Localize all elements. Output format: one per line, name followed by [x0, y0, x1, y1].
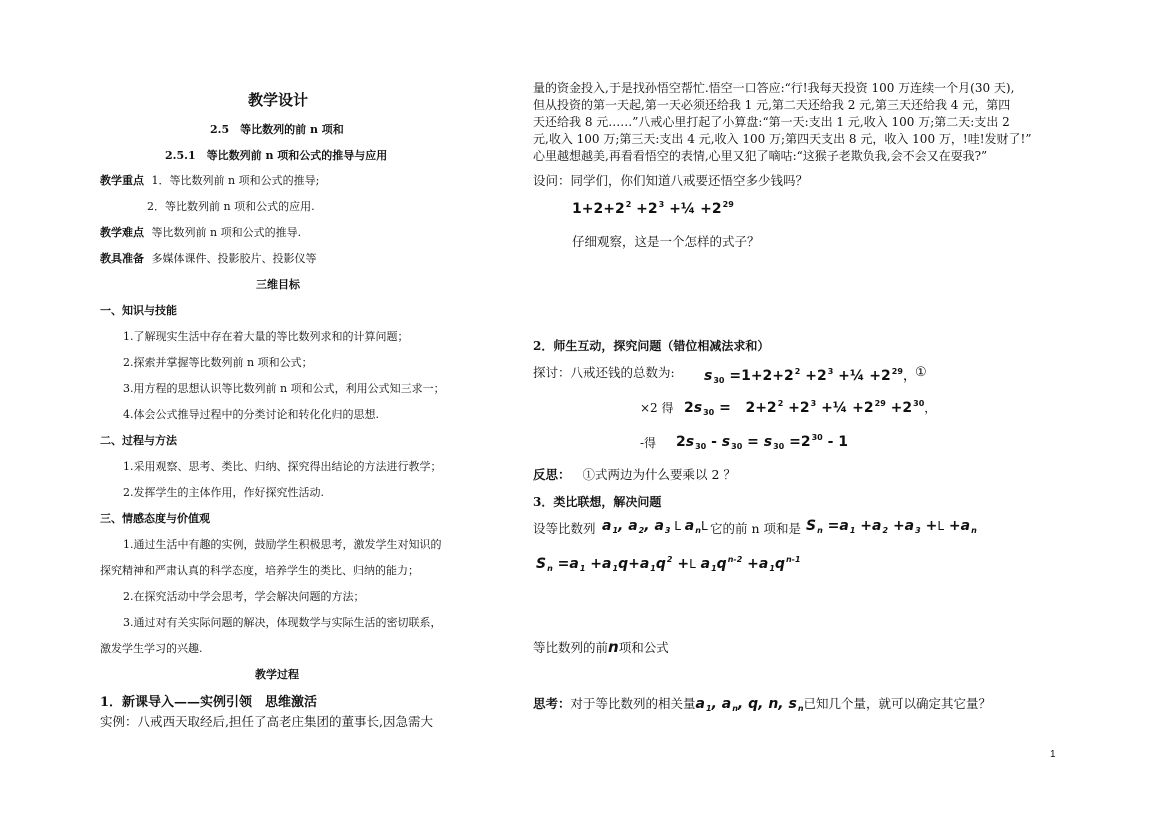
think-text-b: 已知几个量，就可以确定其它量？ — [803, 696, 992, 711]
formula-title — [533, 639, 669, 656]
equation-1-marker: ① — [915, 365, 927, 380]
process-title: 教学过程 — [255, 668, 299, 681]
think-text-a: 对于等比数列的相关量 — [570, 696, 696, 711]
reflection-text: ①式两边为什么要乘以 2 ？ — [582, 467, 736, 482]
teaching-difficulty — [100, 224, 301, 240]
assume-label: 设等比数列 — [533, 521, 596, 536]
goal-section-2: 二、过程与方法 — [100, 434, 177, 447]
goal-section-3: 三、情感态度与价值观 — [100, 512, 210, 525]
think-label: 思考： — [533, 696, 571, 711]
goal-1-2: 2.探索并掌握等比数列前 n 项和公式； — [123, 356, 313, 369]
formula-title-n: n — [608, 638, 619, 656]
step-3-heading: 3．类比联想，解决问题 — [533, 495, 662, 509]
goal-1-4: 4.体会公式推导过程中的分类讨论和转化化归的思想. — [123, 408, 379, 421]
difficulty-label: 教学难点 — [100, 226, 144, 239]
tools-text: 多媒体课件、投影胶片、投影仪等 — [151, 252, 317, 265]
sum-label: 它的前 n 项和是 — [710, 521, 801, 536]
goal-3-2: 2.在探究活动中学会思考，学会解决问题的方法； — [123, 590, 365, 603]
question-text: 设问：同学们，你们知道八戒要还悟空多少钱吗？ — [533, 173, 809, 188]
difficulty-text: 等比数列前 n 项和公式的推导. — [151, 226, 302, 239]
formula-title-a: 等比数列的前 — [533, 640, 609, 655]
goal-1-1: 1.了解现实生活中存在着大量的等比数列求和的计算问题； — [123, 330, 409, 343]
reflection — [533, 466, 736, 483]
teaching-key-text: 1．等比数列前 n 项和公式的推导; — [151, 174, 320, 187]
goal-2-1: 1.采用观察、思考、类比、归纳、探究得出结论的方法进行教学； — [123, 460, 442, 473]
sum-expansion: $S_n =a_1 +a_1q+a_1q^2 +L$ $a_1q^{n-2} +a_1q^{n-1}$ — [536, 555, 801, 573]
think-question — [533, 695, 991, 717]
series-formula: $1+2+2^2 +2^3$ +¼ $+2^{29}$ — [572, 200, 734, 217]
goal-3-1b: 探究精神和严肃认真的科学态度，培养学生的类比、归纳的能力； — [100, 564, 419, 577]
equation-3: $2s_{30} - s_{30} = s_{30} =2^{30} - 1$ — [676, 433, 849, 451]
step-1-heading: 1．新课导入——实例引领 思维激活 — [100, 695, 318, 710]
goal-3-1a: 1.通过生活中有趣的实例，鼓励学生积极思考，激发学生对知识的 — [123, 538, 442, 551]
observe-text: 仔细观察，这是一个怎样的式子？ — [572, 234, 760, 249]
explore-label: 探讨：八戒还钱的总数为: — [533, 365, 675, 380]
story-line-5: 心里越想越美,再看看悟空的表情,心里又犯了嘀咕:“这猴子老欺负我,会不会又在耍我?” — [533, 149, 988, 163]
reflection-label: 反思： — [533, 467, 571, 482]
goal-3-3b: 激发学生学习的兴趣. — [100, 642, 203, 655]
goal-3-3a: 3.通过对有关实际问题的解决，体现数学与实际生活的密切联系， — [123, 616, 442, 629]
sequence-terms: $a_1$, $a_2$, $a_3$ L $a_nL$ — [602, 518, 708, 535]
teaching-key-label: 教学重点 — [100, 174, 144, 187]
goal-section-1: 一、知识与技能 — [100, 304, 177, 317]
story-line-2: 但从投资的第一天起,第一天必须还给我 1 元,第二天还给我 2 元,第三天还给我 4 元，第四 — [533, 98, 1011, 112]
times-two-label: ×2 得 — [640, 401, 674, 415]
story-line-1: 量的资金投入,于是找孙悟空帮忙.悟空一口答应:“行!我每天投资 100 万连续一个月(30 天), — [533, 81, 1015, 95]
subtract-label: -得 — [640, 436, 657, 450]
sum-definition: $S_n =a_1 +a_2 +a_3 +L +a_n$ — [806, 518, 977, 535]
teaching-tools — [100, 250, 317, 266]
teaching-key-2: 2．等比数列前 n 项和公式的应用. — [147, 200, 315, 213]
example-text: 实例：八戒西天取经后,担任了高老庄集团的董事长,因急需大 — [100, 714, 433, 729]
subsection-heading: 2.5.1 等比数列前 n 项和公式的推导与应用 — [165, 149, 388, 162]
goals-title: 三维目标 — [256, 278, 300, 291]
step-2-heading: 2．师生互动，探究问题（错位相减法求和） — [533, 339, 770, 353]
equation-1: $s_{30} =1+2+2^2 +2^3$ +¼ $+2^{29}$， — [704, 367, 917, 385]
equation-2: $2s_{30} = 2+2^2 +2^3$ +¼ $+2^{29} +2^{30}$， — [684, 399, 937, 417]
story-line-4: 元,收入 100 万;第三天:支出 4 元,收入 100 万;第四天支出 8 元，收入 100 万，!哇!发财了!” — [533, 132, 1032, 146]
tools-label: 教具准备 — [100, 252, 144, 265]
related-quantities: $a_1$, $a_n$, q, n, $s_n$ — [695, 696, 804, 713]
story-line-3: 天还给我 8 元……”八戒心里打起了小算盘:“第一天:支出 1 元,收入 100 万;第二天:支出 2 — [533, 115, 1010, 129]
teaching-key-1 — [100, 172, 319, 188]
formula-title-b: 项和公式 — [618, 640, 669, 655]
goal-2-2: 2.发挥学生的主体作用，作好探究性活动. — [123, 486, 324, 499]
page-number: 1 — [1050, 749, 1056, 760]
goal-1-3: 3.用方程的思想认识等比数列前 n 项和公式，利用公式知三求一； — [123, 382, 445, 395]
section-heading: 2.5 等比数列的前 n 项和 — [210, 123, 344, 136]
page-title: 教学设计 — [248, 91, 309, 109]
